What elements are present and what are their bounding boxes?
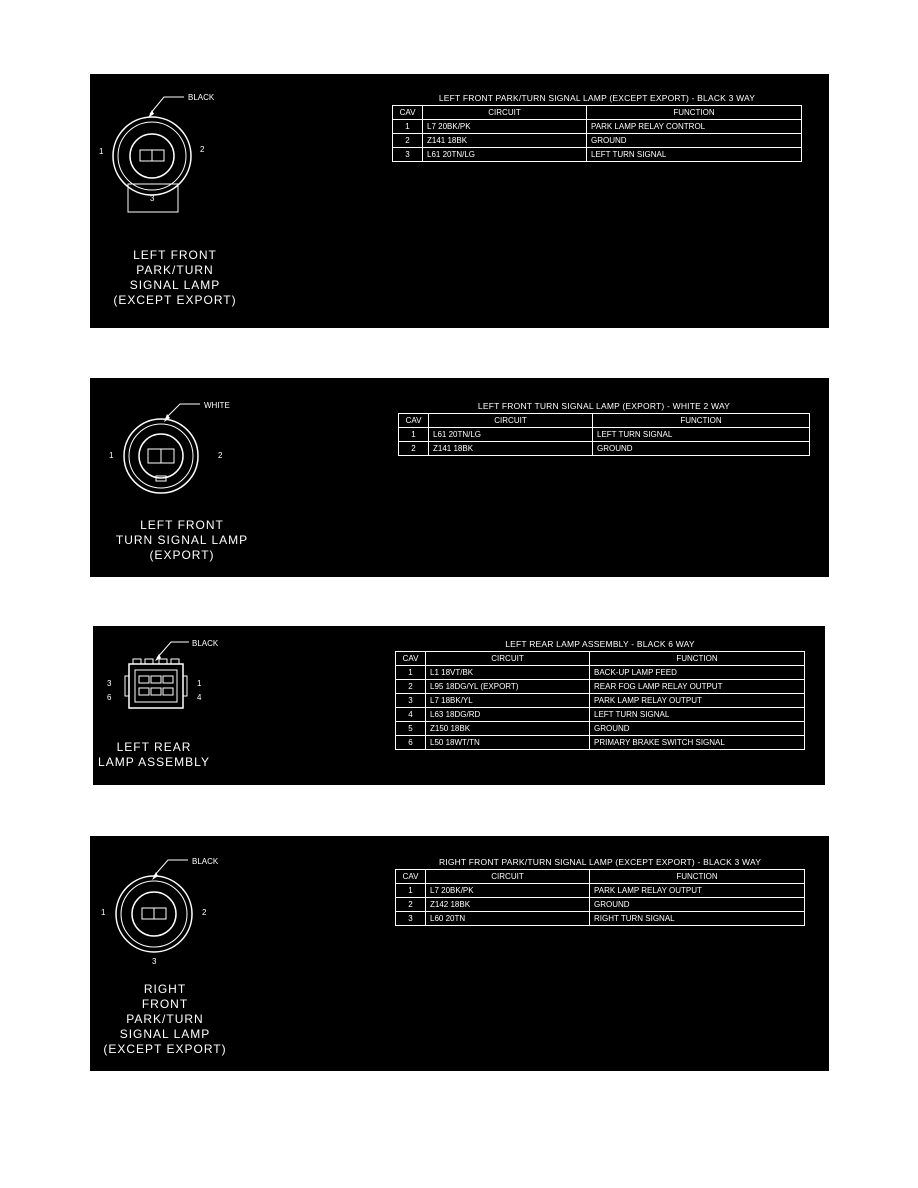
connector-name-line: (EXCEPT EXPORT) bbox=[113, 293, 237, 307]
table-cell: PARK LAMP RELAY OUTPUT bbox=[590, 884, 805, 898]
connector-panel-rf-park-turn-except-export bbox=[90, 836, 829, 1071]
connector-panel-left-rear-lamp-assembly bbox=[93, 626, 825, 785]
pinout-table bbox=[398, 400, 810, 456]
connector-name-line: FRONT bbox=[141, 997, 189, 1011]
connector-name bbox=[90, 982, 240, 1057]
table-cell: LEFT TURN SIGNAL bbox=[593, 428, 810, 442]
table-cell: BACK-UP LAMP FEED bbox=[590, 666, 805, 680]
connector-name-line: PARK/TURN bbox=[126, 1012, 204, 1026]
color-label: BLACK bbox=[192, 639, 219, 648]
table-cell: Z141 18BK bbox=[423, 134, 587, 148]
table-cell: 3 bbox=[396, 694, 426, 708]
table-title: LEFT FRONT PARK/TURN SIGNAL LAMP (EXCEPT EXPORT) - BLACK 3 WAY bbox=[438, 93, 756, 103]
table-header-row bbox=[399, 414, 810, 428]
connector-panel-lf-turn-export bbox=[90, 378, 829, 577]
table-title: LEFT REAR LAMP ASSEMBLY - BLACK 6 WAY bbox=[505, 639, 695, 649]
pin-label: 4 bbox=[197, 693, 202, 702]
connector-name bbox=[100, 248, 250, 308]
table-cell: L60 20TN bbox=[426, 912, 590, 926]
table-cell: L7 20BK/PK bbox=[426, 884, 590, 898]
connector-name-line: RIGHT bbox=[143, 982, 187, 996]
table-cell: L7 18BK/YL bbox=[426, 694, 590, 708]
table-row bbox=[396, 666, 805, 680]
column-header: FUNCTION bbox=[593, 414, 810, 428]
connector-name-line: LAMP ASSEMBLY bbox=[98, 755, 210, 769]
table-cell: L50 18WT/TN bbox=[426, 736, 590, 750]
pin-label: 3 bbox=[107, 679, 112, 688]
connector-name-line: TURN SIGNAL LAMP bbox=[115, 533, 249, 547]
table-row bbox=[396, 912, 805, 926]
table-row bbox=[396, 694, 805, 708]
table-cell: 3 bbox=[393, 148, 423, 162]
table-cell: 1 bbox=[396, 666, 426, 680]
column-header: CIRCUIT bbox=[429, 414, 593, 428]
pin-label: 3 bbox=[152, 957, 157, 966]
column-header: CAV bbox=[399, 414, 429, 428]
connector-name-line: LEFT REAR bbox=[116, 740, 192, 754]
table-cell: PRIMARY BRAKE SWITCH SIGNAL bbox=[590, 736, 805, 750]
table-row bbox=[399, 442, 810, 456]
table-row bbox=[393, 120, 802, 134]
table-cell: 4 bbox=[396, 708, 426, 722]
pin-label: 2 bbox=[202, 908, 207, 917]
connector-name-line: SIGNAL LAMP bbox=[129, 278, 221, 292]
connector-name-line: PARK/TURN bbox=[136, 263, 214, 277]
connector-name-line: LEFT FRONT bbox=[140, 518, 224, 532]
pin-label: 3 bbox=[150, 194, 155, 203]
table-cell: GROUND bbox=[587, 134, 802, 148]
table-row bbox=[396, 680, 805, 694]
color-label: BLACK bbox=[192, 857, 219, 866]
pin-label: 1 bbox=[109, 451, 114, 460]
table-header-row bbox=[393, 106, 802, 120]
connector-name-line: (EXCEPT EXPORT) bbox=[103, 1042, 227, 1056]
table-cell: PARK LAMP RELAY CONTROL bbox=[587, 120, 802, 134]
table-row bbox=[396, 722, 805, 736]
table-cell: 1 bbox=[396, 884, 426, 898]
pin-label: 2 bbox=[200, 145, 205, 154]
table-cell: L63 18DG/RD bbox=[426, 708, 590, 722]
column-header: CIRCUIT bbox=[426, 870, 590, 884]
connector-name bbox=[93, 740, 215, 770]
table-cell: 2 bbox=[399, 442, 429, 456]
table-cell: REAR FOG LAMP RELAY OUTPUT bbox=[590, 680, 805, 694]
table-row bbox=[396, 898, 805, 912]
table-title: LEFT FRONT TURN SIGNAL LAMP (EXPORT) - WHITE 2 WAY bbox=[477, 401, 731, 411]
table-row bbox=[393, 134, 802, 148]
table-row bbox=[396, 884, 805, 898]
table-cell: 6 bbox=[396, 736, 426, 750]
table-cell: LEFT TURN SIGNAL bbox=[587, 148, 802, 162]
table-cell: GROUND bbox=[593, 442, 810, 456]
table-cell: GROUND bbox=[590, 722, 805, 736]
table-header-row bbox=[396, 652, 805, 666]
table-title: RIGHT FRONT PARK/TURN SIGNAL LAMP (EXCEPT EXPORT) - BLACK 3 WAY bbox=[438, 857, 762, 867]
column-header: FUNCTION bbox=[587, 106, 802, 120]
table-cell: GROUND bbox=[590, 898, 805, 912]
pin-label: 1 bbox=[99, 147, 104, 156]
connector-panel-lf-park-turn-except-export bbox=[90, 74, 829, 328]
table-cell: PARK LAMP RELAY OUTPUT bbox=[590, 694, 805, 708]
pin-label: 2 bbox=[218, 451, 223, 460]
table-row bbox=[399, 428, 810, 442]
table-cell: 5 bbox=[396, 722, 426, 736]
table-cell: L1 18VT/BK bbox=[426, 666, 590, 680]
pin-label: 1 bbox=[101, 908, 106, 917]
table-row bbox=[396, 736, 805, 750]
table-cell: L95 18DG/YL (EXPORT) bbox=[426, 680, 590, 694]
table-cell: Z142 18BK bbox=[426, 898, 590, 912]
pinout-table bbox=[392, 92, 802, 162]
pin-label: 6 bbox=[107, 693, 112, 702]
connector-name-line: (EXPORT) bbox=[149, 548, 215, 562]
table-cell: 1 bbox=[399, 428, 429, 442]
column-header: CAV bbox=[396, 870, 426, 884]
table-cell: L61 20TN/LG bbox=[423, 148, 587, 162]
color-label: WHITE bbox=[204, 401, 230, 410]
color-label: BLACK bbox=[188, 93, 215, 102]
column-header: CIRCUIT bbox=[423, 106, 587, 120]
pin-label: 1 bbox=[197, 679, 202, 688]
table-cell: 3 bbox=[396, 912, 426, 926]
connector-name-line: SIGNAL LAMP bbox=[119, 1027, 211, 1041]
column-header: FUNCTION bbox=[590, 870, 805, 884]
table-cell: Z141 18BK bbox=[429, 442, 593, 456]
table-cell: L61 20TN/LG bbox=[429, 428, 593, 442]
table-cell: 2 bbox=[393, 134, 423, 148]
table-cell: 2 bbox=[396, 898, 426, 912]
connector-name-line: LEFT FRONT bbox=[133, 248, 217, 262]
column-header: CAV bbox=[396, 652, 426, 666]
table-cell: 1 bbox=[393, 120, 423, 134]
table-cell: 2 bbox=[396, 680, 426, 694]
table-cell: L7 20BK/PK bbox=[423, 120, 587, 134]
table-header-row bbox=[396, 870, 805, 884]
connector-name bbox=[92, 518, 272, 563]
table-cell: Z150 18BK bbox=[426, 722, 590, 736]
table-cell: RIGHT TURN SIGNAL bbox=[590, 912, 805, 926]
table-row bbox=[396, 708, 805, 722]
pinout-table bbox=[395, 638, 805, 750]
column-header: CAV bbox=[393, 106, 423, 120]
table-row bbox=[393, 148, 802, 162]
table-cell: LEFT TURN SIGNAL bbox=[590, 708, 805, 722]
pinout-table bbox=[395, 856, 805, 926]
column-header: FUNCTION bbox=[590, 652, 805, 666]
column-header: CIRCUIT bbox=[426, 652, 590, 666]
